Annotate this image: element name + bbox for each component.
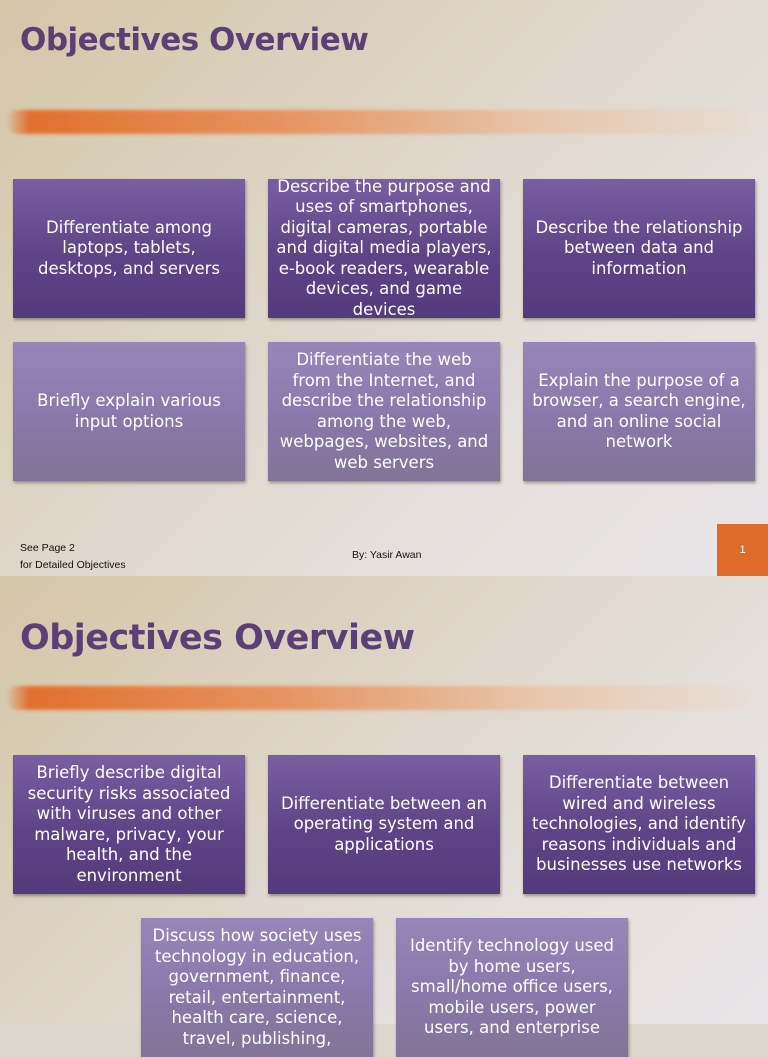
objective-box: Differentiate between an operating system and applications [268,755,500,894]
objective-box: Describe the relationship between data and information [523,179,755,318]
page-number-badge: 1 [717,524,768,576]
objective-box: Discuss how society uses technology in education, government, finance, retail, entertainment, health care, science, travel, publishing, [141,918,373,1057]
slide-2 [0,576,768,1048]
objective-box: Describe the purpose and uses of smartphones, digital cameras, portable and digital media players, e-book readers, wearable devices, and game devices [268,179,500,318]
decorative-stripe [6,686,762,710]
objective-box: Identify technology used by home users, small/home office users, mobile users, power users, and enterprise [396,918,628,1057]
footer-note [20,540,126,574]
objective-box: Briefly describe digital security risks associated with viruses and other malware, privacy, your health, and the environment [13,755,245,894]
objective-box: Briefly explain various input options [13,342,245,481]
objective-box: Differentiate the web from the Internet, and describe the relationship among the web, webpages, websites, and web servers [268,342,500,481]
objective-box: Explain the purpose of a browser, a search engine, and an online social network [523,342,755,481]
footer-note-line2: for Detailed Objectives [20,559,126,571]
objective-box: Differentiate among laptops, tablets, desktops, and servers [13,179,245,318]
footer-note-line1: See Page 2 [20,542,75,554]
slide-title: Objectives Overview [20,22,369,58]
objective-box: Differentiate between wired and wireless technologies, and identify reasons individuals and businesses use networks [523,755,755,894]
footer-author: By: Yasir Awan [352,549,422,561]
decorative-stripe [6,110,762,134]
slide-title: Objectives Overview [20,618,415,658]
